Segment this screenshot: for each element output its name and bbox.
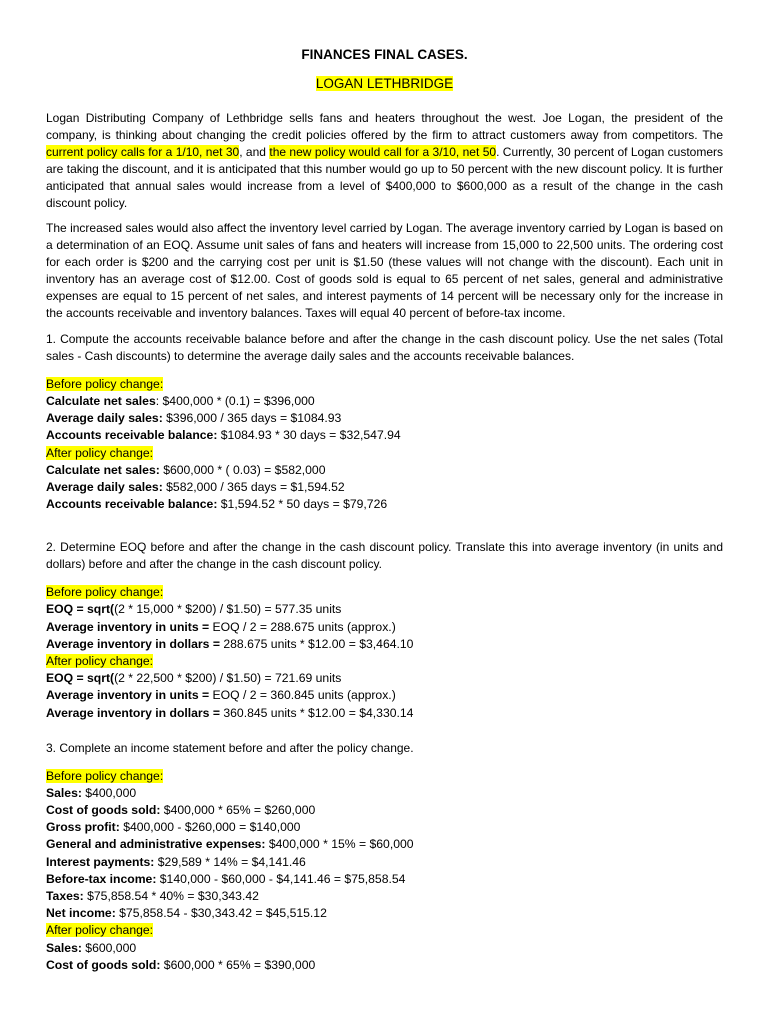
question-3: 3. Complete an income statement before and after the policy change. [46,740,414,755]
q2-after-label: After policy change: [46,653,154,668]
q1-after-label: After policy change: [46,445,154,460]
intro-text: . Currently, 30 percent of Logan customers are taking the discount, and it is anticipated that this number would go up to 50 percent with the new discount policy. It is further anticipated that annual sales would increase from a level of $400,000 to $600,000 as a result of the change in the cash discount policy. [46,144,723,210]
q3-before-label: Before policy change: [46,768,164,783]
intro-text: Logan Distributing Company of Lethbridge sells fans and heaters throughout the west. Joe Logan, the president of the company, is thinking about changing the credit policies offered by the firm to attract customers away from competitors. The [46,111,723,142]
calc-line: Average inventory in dollars = 288.675 units * $12.00 = $3,464.10 [46,636,414,651]
new-policy-highlight: the new policy would call for a 3/10, net 50 [269,144,497,159]
calc-line: Accounts receivable balance: $1084.93 * 30 days = $32,547.94 [46,428,401,443]
q3-answer [46,768,723,974]
calc-line: Taxes: $75,858.54 * 40% = $30,343.42 [46,889,259,904]
calc-line: Before-tax income: $140,000 - $60,000 - $4,141.46 = $75,858.54 [46,871,406,886]
calc-line: EOQ = sqrt((2 * 15,000 * $200) / $1.50) = 577.35 units [46,602,342,617]
document-title: FINANCES FINAL CASES. [301,47,468,62]
calc-line: Cost of goods sold: $400,000 * 65% = $260,000 [46,803,316,818]
q2-before-label: Before policy change: [46,585,164,600]
calc-line: Sales: $400,000 [46,785,137,800]
subtitle-highlight: LOGAN LETHBRIDGE [315,76,454,91]
calc-line: Average inventory in dollars = 360.845 units * $12.00 = $4,330.14 [46,705,414,720]
q1-answer [46,376,723,514]
calc-line: Net income: $75,858.54 - $30,343.42 = $45,515.12 [46,906,327,921]
intro-text: , and [239,144,270,159]
question-2: 2. Determine EOQ before and after the change in the cash discount policy. Translate this into average inventory (in units and dollars) before and after the change in the cash discount policy. [46,540,723,572]
calc-line: Sales: $600,000 [46,940,137,955]
calc-line: Accounts receivable balance: $1,594.52 * 50 days = $79,726 [46,497,388,512]
calc-line: Average daily sales: $582,000 / 365 days = $1,594.52 [46,479,345,494]
question-1: 1. Compute the accounts receivable balance before and after the change in the cash discount policy. Use the net sales (Total sales - Cash discounts) to determine the average daily sales and the accounts receivable balances. [46,331,723,363]
intro-paragraph-2: The increased sales would also affect the inventory level carried by Logan. The average inventory carried by Logan is based on a determination of an EOQ. Assume unit sales of fans and heaters will increase from 15,000 to 22,500 units. The ordering cost for each order is $200 and the carrying cost per unit is $1.50 (these values will not change with the discount). Each unit in inventory has an average cost of $12.00. Cost of goods sold is equal to 65 percent of net sales, general and administrative expenses are equal to 15 percent of net sales, and interest payments of 14 percent will be necessary only for the increase in the accounts receivable and inventory balances. Taxes will equal 40 percent of before-tax income. [46,221,723,320]
q2-answer [46,584,723,722]
calc-line: Average inventory in units = EOQ / 2 = 288.675 units (approx.) [46,619,396,634]
calc-line: Gross profit: $400,000 - $260,000 = $140,000 [46,820,301,835]
q1-before-label: Before policy change: [46,376,164,391]
intro-paragraph-1 [46,110,723,211]
document-subtitle [46,75,723,93]
current-policy-highlight: current policy calls for a 1/10, net 30 [46,144,240,159]
calc-line: Calculate net sales: $600,000 * ( 0.03) = $582,000 [46,462,326,477]
calc-line: Cost of goods sold: $600,000 * 65% = $390,000 [46,957,316,972]
calc-line: EOQ = sqrt((2 * 22,500 * $200) / $1.50) = 721.69 units [46,671,342,686]
calc-line: Average daily sales: $396,000 / 365 days = $1084.93 [46,411,342,426]
calc-line: Interest payments: $29,589 * 14% = $4,141.46 [46,854,306,869]
calc-line: Calculate net sales: $400,000 * (0.1) = $396,000 [46,393,315,408]
calc-line: General and administrative expenses: $400,000 * 15% = $60,000 [46,837,414,852]
calc-line: Average inventory in units = EOQ / 2 = 360.845 units (approx.) [46,688,396,703]
q3-after-label: After policy change: [46,923,154,938]
